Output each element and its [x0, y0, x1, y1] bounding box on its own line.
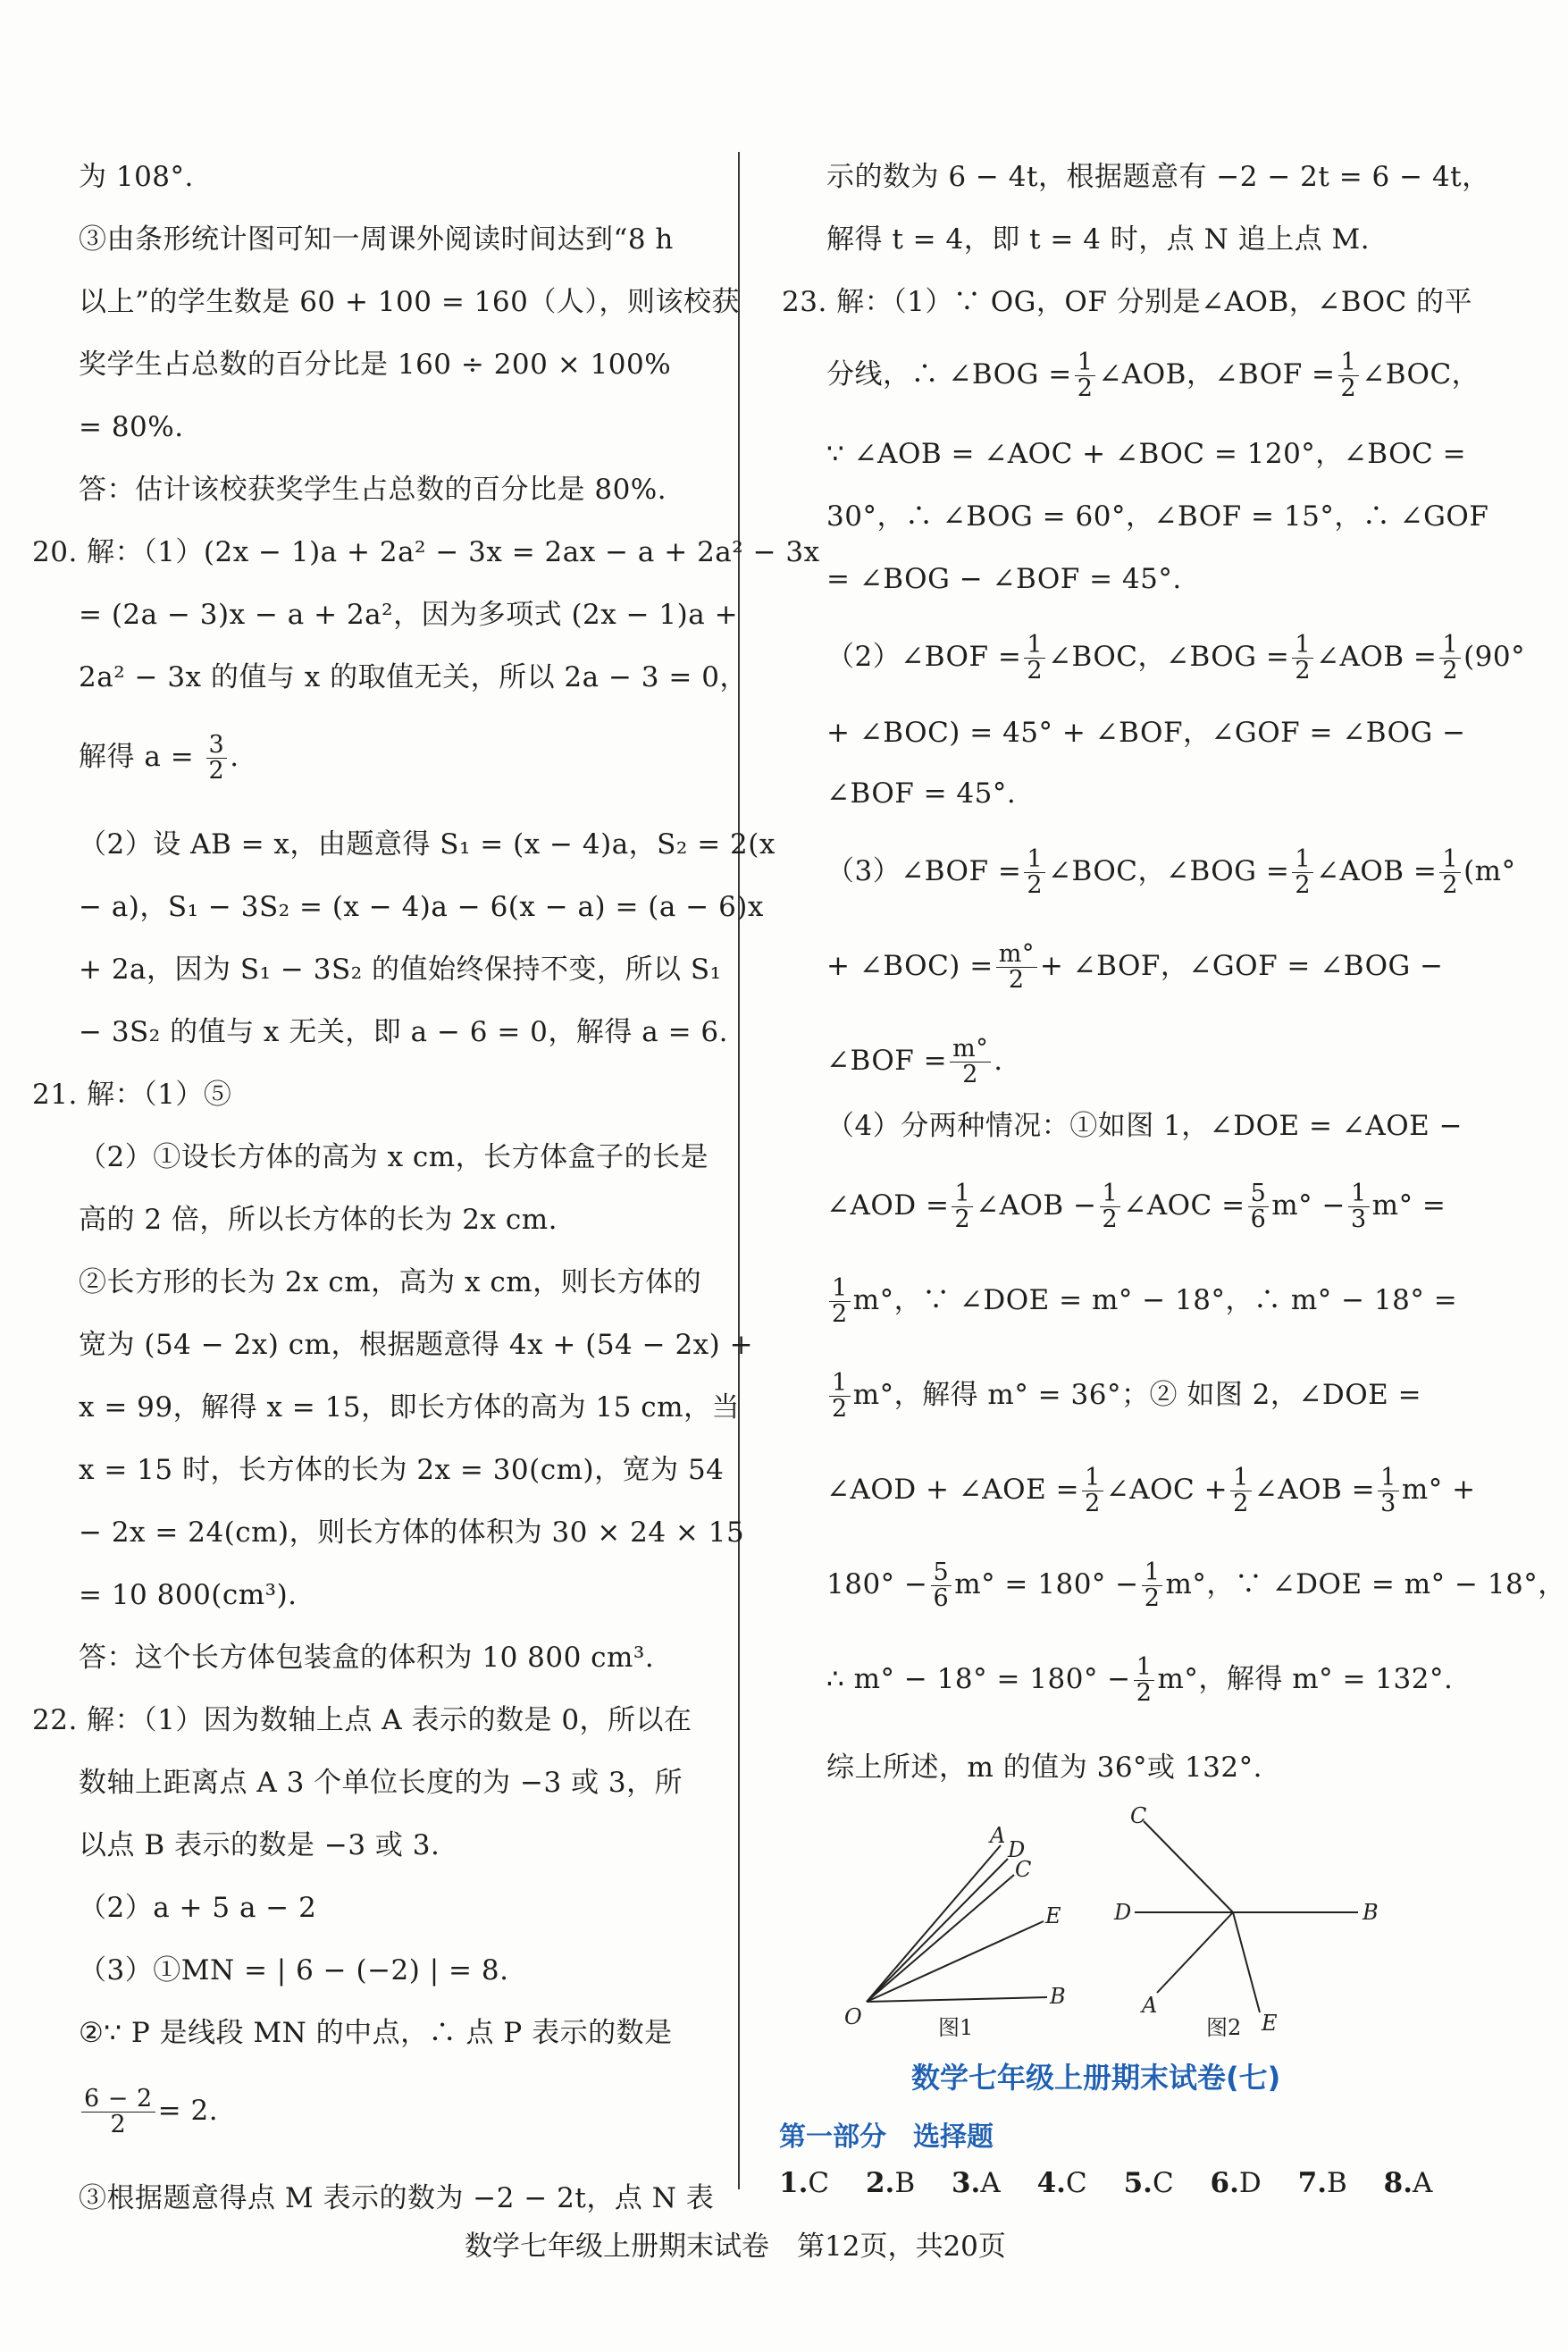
- text-line: = 80%.: [79, 411, 184, 443]
- text-line: （2）设 AB = x，由题意得 S₁ = (x − 4)a，S₂ = 2(x: [79, 828, 776, 861]
- text-line: 宽为 (54 − 2x) cm，根据题意得 4x + (54 − 2x) +: [79, 1329, 754, 1361]
- answer-item: 5.C: [1123, 2167, 1174, 2199]
- choice-answers: [779, 2167, 1432, 2199]
- figure-2: [1135, 1821, 1358, 2012]
- text-line: ∠BOF = 45°.: [826, 777, 1017, 810]
- text-line: − a)，S₁ − 3S₂ = (x − 4)a − 6(x − a) = (a − 6)x: [79, 891, 764, 923]
- figure-1-label: C: [1015, 1857, 1032, 1882]
- text-line: 为 108°.: [79, 161, 194, 193]
- figure-1-label: E: [1045, 1903, 1061, 1928]
- text-line: + ∠BOC) = 45° + ∠BOF，∠GOF = ∠BOG −: [826, 717, 1466, 749]
- text-line: ③根据题意得点 M 表示的数为 −2 − 2t，点 N 表: [79, 2182, 715, 2214]
- answer-item: 6.D: [1210, 2167, 1262, 2199]
- fraction-line: 180° − $\frac{5}{6}$ m° = 180° − $\frac{1}{2}$ m°，∵ ∠DOE = m° − 18°，: [826, 1558, 1566, 1612]
- fraction-line: （3）∠BOF = $\frac{1}{2}$ ∠BOC，∠BOG = $\frac{1}{2}$ ∠AOB = $\frac{1}{2}$ (m°: [826, 845, 1516, 899]
- text-line: （3）①MN = | 6 − (−2) | = 8.: [79, 1954, 509, 1987]
- fraction-line: + ∠BOC) = $\frac{m^\circ}{2}$ + ∠BOF，∠GOF = ∠BOG −: [826, 940, 1444, 994]
- text-line: ②长方形的长为 2x cm，高为 x cm，则长方体的: [79, 1266, 702, 1298]
- text-line: 答：这个长方体包装盒的体积为 10 800 cm³.: [79, 1642, 655, 1674]
- figure-2-caption: 图2: [1206, 2015, 1242, 2040]
- text-line: 示的数为 6 − 4t，根据题意有 −2 − 2t = 6 − 4t，: [826, 161, 1490, 193]
- answer-item: 1.C: [779, 2167, 830, 2199]
- figure-2-label: E: [1262, 2011, 1278, 2036]
- section-title: 第一部分 选择题: [779, 2121, 994, 2153]
- text-line: − 2x = 24(cm)，则长方体的体积为 30 × 24 × 15: [79, 1516, 745, 1549]
- answer-item: 7.B: [1297, 2167, 1347, 2199]
- text-line: 综上所述，m 的值为 36°或 132°.: [826, 1751, 1262, 1784]
- fraction-line: $\frac{1}{2}$ m°，解得 m° = 36°；② 如图 2，∠DOE =: [826, 1371, 1421, 1422]
- text-line: 30°，∴ ∠BOG = 60°，∠BOF = 15°，∴ ∠GOF: [826, 500, 1489, 533]
- text-line: ②∵ P 是线段 MN 的中点，∴ 点 P 表示的数是: [79, 2017, 673, 2049]
- column-divider: [738, 152, 740, 2189]
- exam-title: 数学七年级上册期末试卷(七): [911, 2061, 1281, 2095]
- figure-1-label: O: [844, 2004, 862, 2029]
- text-line: （2）a + 5 a − 2: [79, 1892, 317, 1924]
- answer-item: 4.C: [1036, 2167, 1087, 2199]
- text-line: ③由条形统计图可知一周课外阅读时间达到“8 h: [79, 223, 674, 256]
- text-line: 奖学生占总数的百分比是 160 ÷ 200 × 100%: [79, 349, 672, 381]
- text-line: 解得 t = 4，即 t = 4 时，点 N 追上点 M.: [826, 223, 1371, 256]
- text-line: x = 15 时，长方体的长为 2x = 30(cm)，宽为 54: [79, 1454, 725, 1486]
- text-line: 高的 2 倍，所以长方体的长为 2x cm.: [79, 1204, 558, 1236]
- question-20-line: 20. 解：（1）(2x − 1)a + 2a² − 3x = 2ax − a + 2a² − 3x: [32, 536, 820, 568]
- answer-item: 8.A: [1383, 2167, 1433, 2199]
- figure-2-label: A: [1142, 1993, 1158, 2018]
- fraction-line: ∠AOD + ∠AOE = $\frac{1}{2}$ ∠AOC + $\frac{1}{2}$ ∠AOB = $\frac{1}{3}$ m° +: [826, 1464, 1476, 1517]
- fraction-line: $\frac{1}{2}$ m°，∵ ∠DOE = m° − 18°，∴ m° − 18° =: [826, 1276, 1457, 1327]
- figure-2-label: B: [1363, 1900, 1379, 1925]
- figure-1-label: D: [1008, 1837, 1026, 1862]
- fraction-line: （2）∠BOF = $\frac{1}{2}$ ∠BOC，∠BOG = $\frac{1}{2}$ ∠AOB = $\frac{1}{2}$ (90°: [826, 631, 1526, 685]
- figure-1-label: B: [1050, 1984, 1066, 2009]
- text-line: （4）分两种情况：①如图 1，∠DOE = ∠AOE −: [826, 1110, 1463, 1142]
- question-22-line: 22. 解：（1）因为数轴上点 A 表示的数是 0，所以在: [32, 1704, 692, 1736]
- text-line: ∵ ∠AOB = ∠AOC + ∠BOC = 120°，∠BOC =: [826, 438, 1467, 470]
- figure-1-label: A: [990, 1823, 1006, 1848]
- text-line: 答：估计该校获奖学生占总数的百分比是 80%.: [79, 474, 667, 506]
- text-line: 以上”的学生数是 60 + 100 = 160（人），则该校获: [79, 286, 740, 318]
- text-line: = ∠BOG − ∠BOF = 45°.: [826, 563, 1182, 595]
- figure-2-label: D: [1114, 1900, 1132, 1925]
- text-line: 2a² − 3x 的值与 x 的取值无关，所以 2a − 3 = 0，: [79, 661, 748, 693]
- text-line: = 10 800(cm³).: [79, 1579, 298, 1611]
- fraction-line: 分线，∴ ∠BOG = $\frac{1}{2}$ ∠AOB，∠BOF = $\frac{1}{2}$ ∠BOC，: [826, 349, 1480, 402]
- figure-2-label: C: [1130, 1805, 1147, 1828]
- fraction-line: ∴ m° − 18° = 180° − $\frac{1}{2}$ m°，解得 m° = 132°.: [826, 1653, 1454, 1707]
- text-line: 数轴上距离点 A 3 个单位长度的为 −3 或 3，所: [79, 1767, 683, 1799]
- text-line: （2）①设长方体的高为 x cm，长方体盒子的长是: [79, 1141, 709, 1173]
- question-21-line: 21. 解：（1）⑤: [32, 1079, 232, 1111]
- answer-item: 3.A: [951, 2167, 1001, 2199]
- angle-figures: [804, 1805, 1447, 2046]
- fraction-line: ∠AOD = $\frac{1}{2}$ ∠AOB − $\frac{1}{2}$ ∠AOC = $\frac{5}{6}$ m° − $\frac{1}{3}$ m° =: [826, 1180, 1446, 1233]
- text-line: − 3S₂ 的值与 x 无关，即 a − 6 = 0，解得 a = 6.: [79, 1016, 729, 1048]
- fraction-line: ∠BOF = $\frac{m^\circ}{2}$ .: [826, 1035, 1003, 1088]
- text-line: + 2a，因为 S₁ − 3S₂ 的值始终保持不变，所以 S₁: [79, 953, 722, 986]
- fraction-line: $\frac{6 - 2}{2}$ = 2.: [79, 2087, 218, 2138]
- text-line: = (2a − 3)x − a + 2a²，因为多项式 (2x − 1)a +: [79, 599, 739, 631]
- answer-item: 2.B: [865, 2167, 916, 2199]
- text-line: 以点 B 表示的数是 −3 或 3.: [79, 1829, 440, 1861]
- figure-1-caption: 图1: [938, 2015, 974, 2040]
- question-23-line: 23. 解：（1）∵ OG，OF 分别是∠AOB，∠BOC 的平: [782, 286, 1473, 318]
- fraction-line: 解得 a = $\frac{3}{2}$ .: [79, 731, 239, 785]
- page-footer: 数学七年级上册期末试卷 第12页，共20页: [465, 2230, 1006, 2263]
- text-line: x = 99，解得 x = 15，即长方体的高为 15 cm，当: [79, 1391, 740, 1424]
